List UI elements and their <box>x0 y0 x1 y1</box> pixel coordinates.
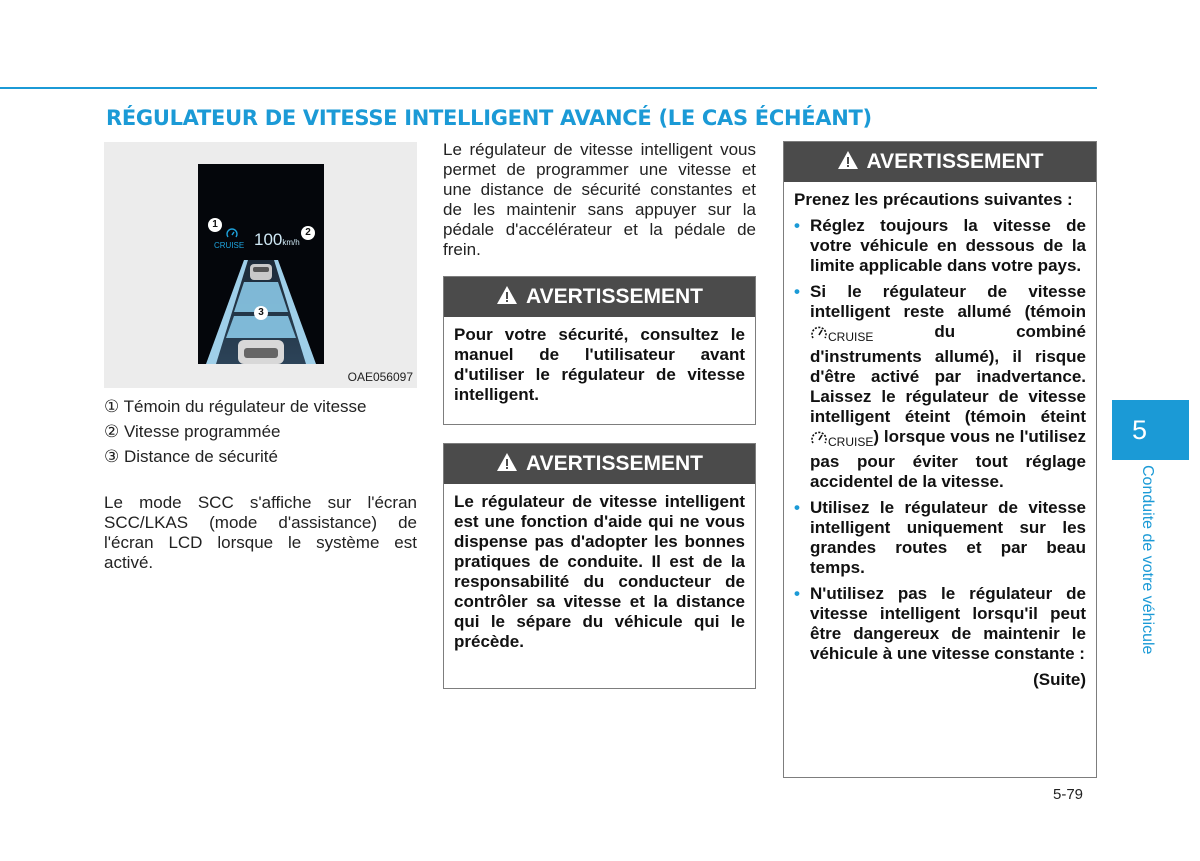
warning-body <box>444 317 755 415</box>
lane-graphic <box>198 164 324 364</box>
callout-3: 3 <box>254 306 268 320</box>
page-number: 5-79 <box>1053 786 1084 803</box>
set-speed-value: 100 <box>254 230 283 249</box>
list-item-text: ) lorsque vous ne l'utilisez pas pour éviter tout réglage accidentel de la vitesse. <box>810 427 1086 491</box>
continued-label: (Suite) <box>1033 670 1086 689</box>
set-speed-unit: km/h <box>282 238 300 247</box>
warning-header <box>444 444 755 484</box>
cruise-label: CRUISE <box>214 241 245 250</box>
warning-box-3 <box>783 141 1097 778</box>
list-item-text: du combiné d'instruments allumé), il risque d'être activé par inadvertance. Laissez le régulateur de vitesse intelligent éteint (témoin éteint <box>810 322 1086 426</box>
warning-header-label: AVERTISSEMENT <box>526 452 703 475</box>
chapter-tab: 5 <box>1112 400 1189 460</box>
warning-body <box>784 182 1096 700</box>
warning-header <box>784 142 1096 182</box>
legend-item: ③ Distance de sécurité <box>104 447 278 466</box>
middle-paragraph: Le régulateur de vitesse intelligent vous permet de programmer une vitesse et une distance de sécurité constantes et de les maintenir sans appuyer sur la pédale d'accélérateur et la pédale de frein. <box>443 140 756 259</box>
warning-intro: Prenez les précautions suivantes : <box>794 190 1073 209</box>
list-item: • Réglez toujours la vitesse de votre véhicule en dessous de la limite applicable dans votre pays. <box>794 216 1086 276</box>
cruise-icon-label: CRUISE <box>828 330 874 344</box>
warning-header-label: AVERTISSEMENT <box>526 285 703 308</box>
top-rule <box>0 87 1097 89</box>
cluster-display <box>198 164 324 364</box>
left-paragraph: Le mode SCC s'affiche sur l'écran SCC/LKAS (mode d'assistance) de l'écran LCD lorsque le système est activé. <box>104 493 417 572</box>
warning-box-2 <box>443 443 756 689</box>
legend-item: ① Témoin du régulateur de vitesse <box>104 397 367 416</box>
cruise-icon-label: CRUISE <box>828 435 874 449</box>
speedometer-icon <box>810 325 828 341</box>
figure-code: OAE056097 <box>347 370 413 384</box>
list-item: • Utilisez le régulateur de vitesse intelligent uniquement sur les grandes routes et par beau temps. <box>794 498 1086 578</box>
callout-2: 2 <box>301 226 315 240</box>
callout-1: 1 <box>208 218 222 232</box>
legend-item: ② Vitesse programmée <box>104 422 281 441</box>
warning-text: Pour votre sécurité, consultez le manuel de l'utilisateur avant d'utiliser le régulateur de vitesse intelligent. <box>454 325 745 404</box>
cluster-figure <box>104 142 417 388</box>
cruise-indicator-icon <box>810 430 873 452</box>
set-speed <box>254 230 300 250</box>
speedometer-icon <box>810 430 828 446</box>
list-item: • N'utilisez pas le régulateur de vitesse intelligent lorsqu'il peut être dangereux de maintenir le véhicule à une vitesse constante : <box>794 584 1086 664</box>
figure-legend <box>104 394 367 469</box>
chapter-label: Conduite de votre véhicule <box>1139 465 1156 655</box>
cruise-icon <box>226 228 238 240</box>
warning-box-1 <box>443 276 756 425</box>
warning-body <box>444 484 755 662</box>
section-title: RÉGULATEUR DE VITESSE INTELLIGENT AVANCÉ (LE CAS ÉCHÉANT) <box>106 106 872 130</box>
warning-triangle-icon <box>496 285 518 305</box>
warning-header-label: AVERTISSEMENT <box>866 150 1044 173</box>
warning-triangle-icon <box>837 150 859 170</box>
warning-text: Le régulateur de vitesse intelligent est une fonction d'aide qui ne vous dispense pas d'adopter les bonnes pratiques de conduite. Il est de la responsabilité du conducteur de contrôler sa vitesse et la distance qui le sépare du véhicule qui le précède. <box>454 492 745 651</box>
cruise-indicator-icon <box>810 325 873 347</box>
list-item <box>794 282 1086 492</box>
warning-header <box>444 277 755 317</box>
list-item-text: Si le régulateur de vitesse intelligent reste allumé (témoin <box>810 282 1086 321</box>
warning-triangle-icon <box>496 452 518 472</box>
warning-list <box>794 216 1086 664</box>
